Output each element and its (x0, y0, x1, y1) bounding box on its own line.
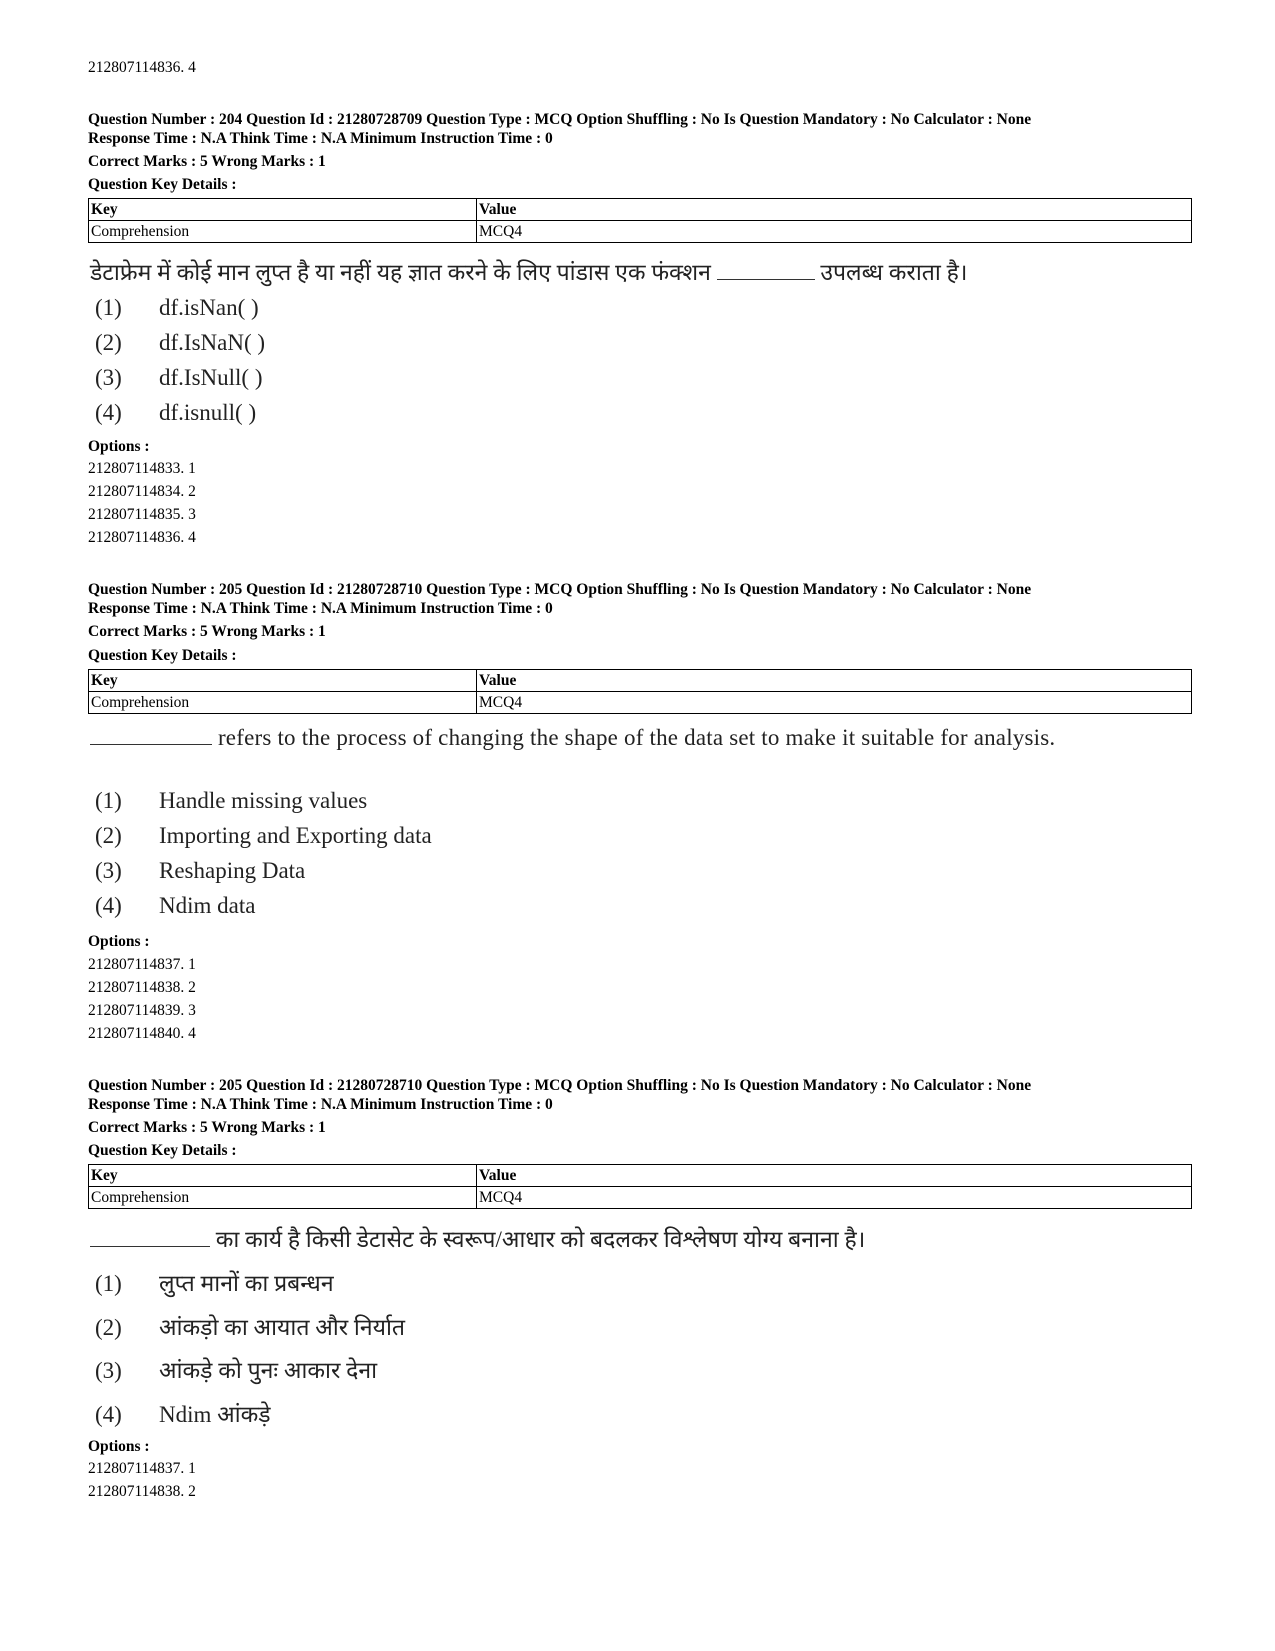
option-line: 212807114838. 2 (88, 979, 196, 996)
option-line: 212807114833. 1 (88, 460, 196, 477)
choice-item (95, 1266, 334, 1298)
table-header-cell: Value (477, 199, 1192, 221)
table-header-row (89, 670, 1192, 692)
question-meta-line: Response Time : N.A Think Time : N.A Minimum Instruction Time : 0 (88, 600, 553, 617)
option-line: 212807114838. 2 (88, 1483, 196, 1500)
choice-number: (3) (95, 858, 122, 883)
table-header-row (89, 199, 1192, 221)
options-label: Options : (88, 933, 150, 950)
question-text-part: डेटाफ्रेम में कोई मान लुप्त है या नहीं यह ज्ञात करने के लिए पांडास एक फंक्शन (90, 260, 711, 285)
choice-item (95, 295, 259, 321)
answer-blank (90, 726, 212, 745)
choice-text: df.IsNull( ) (159, 365, 263, 390)
question-meta-line: Question Number : 204 Question Id : 21280728709 Question Type : MCQ Option Shuffling : No Is Question Mandatory : No Calculator : None (88, 111, 1032, 128)
choice-item (95, 330, 265, 356)
question-text (90, 255, 968, 287)
option-line: 212807114839. 3 (88, 1002, 196, 1019)
choice-text: आंकड़े को पुनः आकार देना (159, 1358, 378, 1383)
options-label: Options : (88, 1438, 150, 1455)
table-header-cell: Key (89, 670, 477, 692)
choice-item (95, 1310, 405, 1342)
table-header-cell: Key (89, 199, 477, 221)
choice-number: (1) (95, 788, 122, 813)
answer-blank (717, 261, 815, 280)
key-details-label: Question Key Details : (88, 647, 237, 664)
table-header-row (89, 1165, 1192, 1187)
table-row (89, 692, 1192, 714)
table-cell: MCQ4 (477, 221, 1192, 243)
table-row (89, 221, 1192, 243)
choice-item (95, 365, 262, 391)
option-line: 212807114840. 4 (88, 1025, 196, 1042)
option-line: 212807114837. 1 (88, 1460, 196, 1477)
choice-item (95, 858, 305, 884)
table-header-cell: Key (89, 1165, 477, 1187)
key-details-label: Question Key Details : (88, 176, 237, 193)
question-text-part: का कार्य है किसी डेटासेट के स्वरूप/आधार को बदलकर विश्लेषण योग्य बनाना है। (215, 1227, 866, 1252)
choice-number: (2) (95, 1315, 122, 1340)
question-text (90, 723, 1195, 753)
key-details-table (88, 198, 1192, 243)
marks-line: Correct Marks : 5 Wrong Marks : 1 (88, 153, 326, 170)
choice-number: (4) (95, 1402, 122, 1427)
table-row (89, 1187, 1192, 1209)
choice-item (95, 1353, 377, 1385)
choice-text: Importing and Exporting data (159, 823, 432, 848)
choice-text: Reshaping Data (159, 858, 306, 883)
key-details-table (88, 669, 1192, 714)
table-cell: MCQ4 (477, 1187, 1192, 1209)
table-cell: Comprehension (89, 1187, 477, 1209)
choice-text: लुप्त मानों का प्रबन्धन (159, 1271, 334, 1296)
table-header-cell: Value (477, 1165, 1192, 1187)
table-cell: MCQ4 (477, 692, 1192, 714)
choice-text: df.isnull( ) (159, 400, 257, 425)
key-details-label: Question Key Details : (88, 1142, 237, 1159)
choice-item (95, 893, 255, 919)
table-header-cell: Value (477, 670, 1192, 692)
choice-number: (1) (95, 1271, 122, 1296)
choice-text: Handle missing values (159, 788, 368, 813)
question-text-part: refers to the process of changing the shape of the data set to make it suitable for analysis. (217, 725, 1056, 750)
question-meta-line: Response Time : N.A Think Time : N.A Minimum Instruction Time : 0 (88, 130, 553, 147)
marks-line: Correct Marks : 5 Wrong Marks : 1 (88, 623, 326, 640)
choice-number: (4) (95, 400, 122, 425)
choice-text: df.isNan( ) (159, 295, 259, 320)
question-meta-line: Question Number : 205 Question Id : 21280728710 Question Type : MCQ Option Shuffling : No Is Question Mandatory : No Calculator : None (88, 581, 1032, 598)
table-cell: Comprehension (89, 221, 477, 243)
choice-number: (2) (95, 330, 122, 355)
choice-number: (4) (95, 893, 122, 918)
question-meta-line: Question Number : 205 Question Id : 21280728710 Question Type : MCQ Option Shuffling : No Is Question Mandatory : No Calculator : None (88, 1077, 1032, 1094)
choice-item (95, 823, 432, 849)
choice-text: आंकड़ो का आयात और निर्यात (159, 1315, 406, 1340)
option-line: 212807114835. 3 (88, 506, 196, 523)
option-line: 212807114836. 4 (88, 59, 196, 76)
choice-number: (2) (95, 823, 122, 848)
question-meta-line: Response Time : N.A Think Time : N.A Minimum Instruction Time : 0 (88, 1096, 553, 1113)
question-text-part: उपलब्ध कराता है। (820, 260, 968, 285)
choice-number: (1) (95, 295, 122, 320)
options-label: Options : (88, 438, 150, 455)
option-line: 212807114836. 4 (88, 529, 196, 546)
key-details-table (88, 1164, 1192, 1209)
choice-number: (3) (95, 365, 122, 390)
choice-text: Ndim data (159, 893, 256, 918)
choice-number: (3) (95, 1358, 122, 1383)
choice-item (95, 400, 256, 426)
table-cell: Comprehension (89, 692, 477, 714)
question-text (90, 1222, 865, 1254)
choice-item (95, 1397, 271, 1429)
choice-text: Ndim आंकड़े (159, 1402, 271, 1427)
option-line: 212807114837. 1 (88, 956, 196, 973)
option-line: 212807114834. 2 (88, 483, 196, 500)
choice-text: df.IsNaN( ) (159, 330, 266, 355)
marks-line: Correct Marks : 5 Wrong Marks : 1 (88, 1119, 326, 1136)
answer-blank (90, 1228, 210, 1247)
choice-item (95, 788, 367, 814)
